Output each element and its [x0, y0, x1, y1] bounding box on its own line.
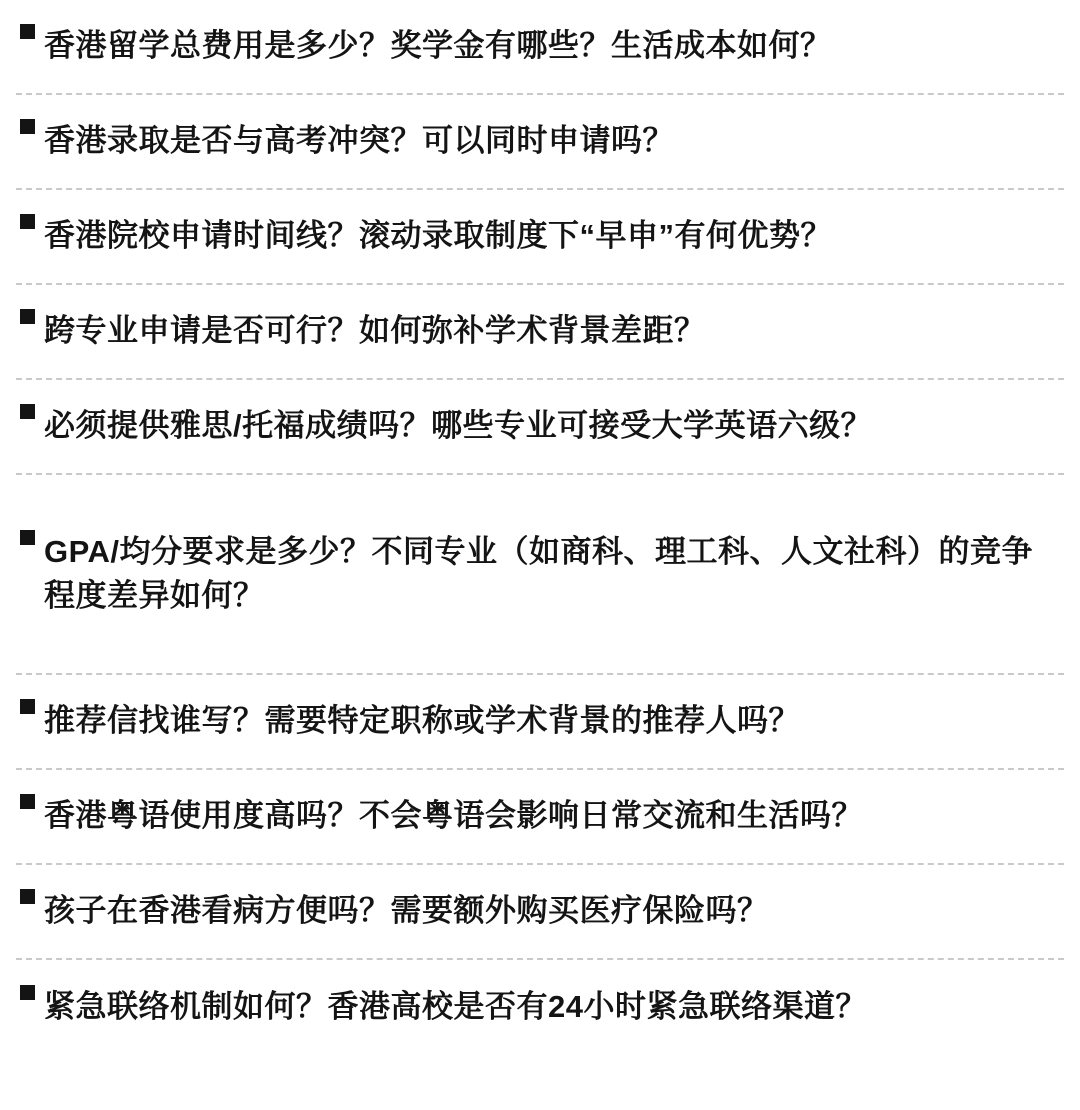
list-item: [16, 865, 1064, 960]
bullet-square-icon: [20, 889, 35, 904]
bullet-square-icon: [20, 404, 35, 419]
list-item: [16, 960, 1064, 1055]
list-item: [16, 95, 1064, 190]
bullet-square-icon: [20, 24, 35, 39]
bullet-square-icon: [20, 985, 35, 1000]
bullet-square-icon: [20, 309, 35, 324]
bullet-square-icon: [20, 119, 35, 134]
list-item: [16, 675, 1064, 770]
faq-question-text: GPA/均分要求是多少？不同专业（如商科、理工科、人文社科）的竞争程度差异如何？: [44, 533, 1033, 613]
list-item: [16, 380, 1064, 475]
list-item: [16, 0, 1064, 95]
faq-question-text: 推荐信找谁写？需要特定职称或学术背景的推荐人吗？: [44, 703, 800, 739]
faq-question-text: 香港粤语使用度高吗？不会粤语会影响日常交流和生活吗？: [44, 798, 863, 834]
faq-question-text: 香港留学总费用是多少？奖学金有哪些？生活成本如何？: [44, 28, 832, 64]
bullet-square-icon: [20, 214, 35, 229]
bullet-square-icon: [20, 794, 35, 809]
list-item: [16, 475, 1064, 675]
faq-question-text: 紧急联络机制如何？香港高校是否有24小时紧急联络渠道？: [44, 989, 867, 1025]
faq-question-text: 必须提供雅思/托福成绩吗？哪些专业可接受大学英语六级？: [44, 408, 873, 444]
list-item: [16, 190, 1064, 285]
faq-question-text: 孩子在香港看病方便吗？需要额外购买医疗保险吗？: [44, 893, 769, 929]
faq-question-text: 香港录取是否与高考冲突？可以同时申请吗？: [44, 123, 674, 159]
faq-question-text: 跨专业申请是否可行？如何弥补学术背景差距？: [44, 313, 706, 349]
list-item: [16, 770, 1064, 865]
bullet-square-icon: [20, 699, 35, 714]
list-item: [16, 285, 1064, 380]
bullet-square-icon: [20, 530, 35, 545]
faq-question-text: 香港院校申请时间线？滚动录取制度下“早申”有何优势？: [44, 218, 832, 254]
